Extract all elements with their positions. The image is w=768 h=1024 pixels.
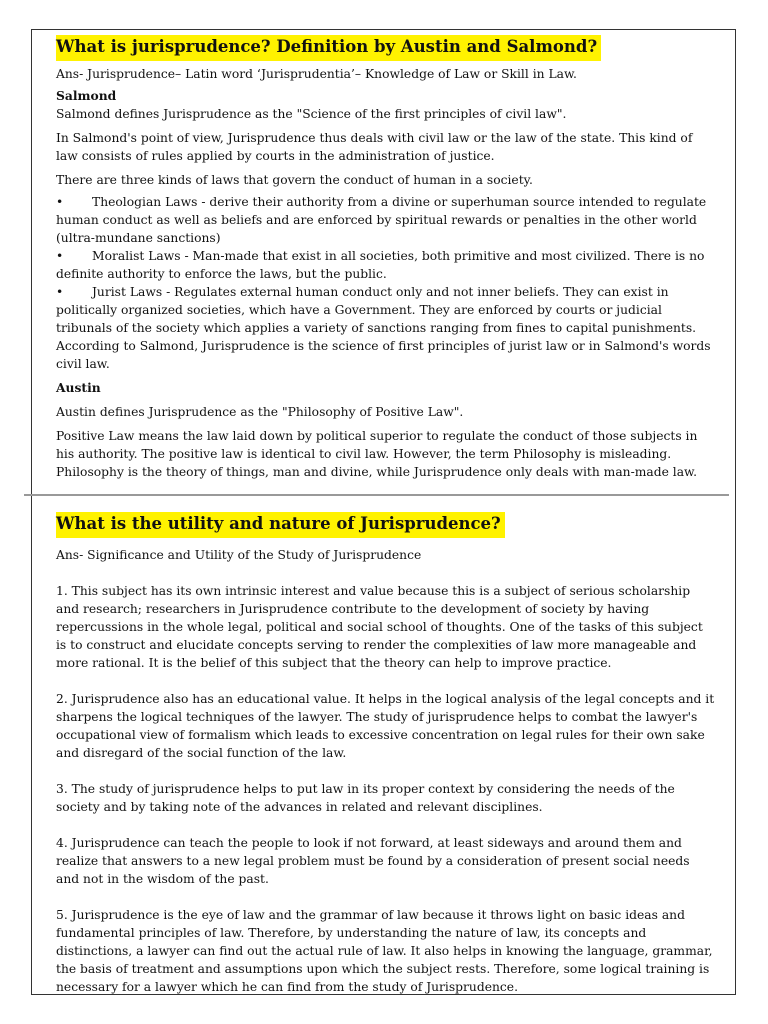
utility-point-4: 4. Jurisprudence can teach the people to look if not forward, at least sideways and around them and realize that answers to a new legal problem must be found by a consideration of present social needs and not in the wisdom of the past.: [56, 836, 690, 886]
bullet-dot-icon: •: [56, 249, 64, 263]
heading-utility: What is the utility and nature of Jurisprudence?: [56, 512, 505, 538]
bullet-text: Jurist Laws - Regulates external human conduct only and not inner beliefs. They can exist in politically organized societies, which have a Government. They are enforced by courts or judicial tribunals of the society which applies a variety of sanctions ranging from fines to capital punishments.: [56, 285, 697, 335]
salmond-conclusion: According to Salmond, Jurisprudence is the science of first principles of jurist law or in Salmond's words civil law.: [56, 339, 711, 371]
utility-intro: Ans- Significance and Utility of the Study of Jurisprudence: [56, 548, 422, 562]
answer-intro: Ans- Jurisprudence– Latin word ‘Jurisprudentia’– Knowledge of Law or Skill in Law.: [56, 67, 577, 81]
three-kinds-intro: There are three kinds of laws that govern the conduct of human in a society.: [56, 173, 533, 187]
bullet-theologian: [56, 193, 716, 247]
bullet-jurist: [56, 283, 716, 337]
austin-positive-law: Positive Law means the law laid down by political superior to regulate the conduct of those subjects in his authority. The positive law is identical to civil law. However, the term Philosophy is misleading. Philosophy is the theory of things, man and divine, while Jurisprudence only deals with man-made law.: [56, 429, 698, 479]
section-divider: [24, 494, 729, 496]
section-definition: [56, 35, 716, 481]
heading-definition: What is jurisprudence? Definition by Austin and Salmond?: [56, 35, 601, 61]
utility-point-5: 5. Jurisprudence is the eye of law and the grammar of law because it throws light on basic ideas and fundamental principles of law. Therefore, by understanding the nature of law, its concepts and distinctions, a lawyer can find out the actual rule of law. It also helps in knowing the language, grammar, the basis of treatment and assumptions upon which the subject rests. Therefore, some logical training is necessary for a lawyer which he can find from the study of Jurisprudence.: [56, 908, 713, 994]
section-utility: [56, 512, 716, 996]
austin-definition: Austin defines Jurisprudence as the "Philosophy of Positive Law".: [56, 405, 464, 419]
bullet-moralist: [56, 247, 716, 283]
utility-point-2: 2. Jurisprudence also has an educational value. It helps in the logical analysis of the legal concepts and it sharpens the logical techniques of the lawyer. The study of jurisprudence helps to combat the lawyer's occupational view of formalism which leads to excessive concentration on legal rules for their own sake and disregard of the social function of the law.: [56, 692, 715, 760]
bullet-text: Theologian Laws - derive their authority from a divine or superhuman source intended to regulate human conduct as well as beliefs and are enforced by spiritual rewards or penalties in the other world (ultra-mundane sanctions): [56, 195, 707, 245]
bullet-dot-icon: •: [56, 195, 64, 209]
bullet-text: Moralist Laws - Man-made that exist in all societies, both primitive and most civilized. There is no definite authority to enforce the laws, but the public.: [56, 249, 705, 281]
utility-point-1: 1. This subject has its own intrinsic interest and value because this is a subject of serious scholarship and research; researchers in Jurisprudence contribute to the development of society by having repercussions in the whole legal, political and social school of thoughts. One of the tasks of this subject is to construct and elucidate concepts serving to render the complexities of law more manageable and more rational. It is the belief of this subject that the theory can help to improve practice.: [56, 584, 703, 670]
salmond-heading: Salmond: [56, 88, 117, 103]
page-frame: [31, 29, 736, 995]
salmond-view: In Salmond's point of view, Jurisprudence thus deals with civil law or the law of the state. This kind of law consists of rules applied by courts in the administration of justice.: [56, 131, 693, 163]
austin-heading: Austin: [56, 380, 101, 395]
utility-point-3: 3. The study of jurisprudence helps to put law in its proper context by considering the needs of the society and by taking note of the advances in related and relevant disciplines.: [56, 782, 675, 814]
bullet-dot-icon: •: [56, 285, 64, 299]
salmond-definition: Salmond defines Jurisprudence as the "Science of the first principles of civil law".: [56, 107, 567, 121]
